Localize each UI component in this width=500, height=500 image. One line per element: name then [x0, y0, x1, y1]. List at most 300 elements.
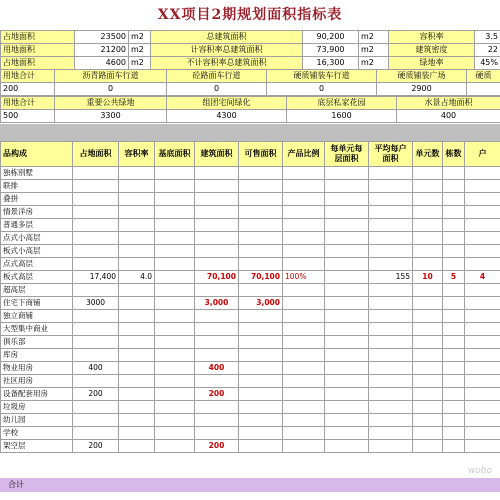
product-value-cell[interactable]: [195, 310, 239, 323]
summary-value[interactable]: 23500: [75, 31, 129, 44]
summary-unit[interactable]: m2: [129, 57, 151, 70]
product-value-cell[interactable]: [443, 388, 465, 401]
product-value-cell[interactable]: [119, 440, 155, 453]
product-name-cell[interactable]: 独立商铺: [1, 310, 73, 323]
product-value-cell[interactable]: [443, 362, 465, 375]
column-header[interactable]: 容积率: [119, 142, 155, 167]
product-value-cell[interactable]: [283, 440, 325, 453]
product-value-cell[interactable]: [195, 206, 239, 219]
product-value-cell[interactable]: [195, 245, 239, 258]
summary-label[interactable]: 用地面积: [1, 44, 75, 57]
product-value-cell[interactable]: [195, 284, 239, 297]
product-value-cell[interactable]: [239, 310, 283, 323]
product-name-cell[interactable]: 住宅下商铺: [1, 297, 73, 310]
product-value-cell[interactable]: [119, 414, 155, 427]
paving-value[interactable]: 2900: [377, 83, 467, 96]
green-header[interactable]: 水景占地面积: [397, 97, 500, 110]
product-name-cell[interactable]: 设备配套用房: [1, 388, 73, 401]
product-value-cell[interactable]: [195, 323, 239, 336]
summary-value[interactable]: 22: [475, 44, 500, 57]
product-value-cell[interactable]: [195, 414, 239, 427]
product-value-cell[interactable]: [325, 271, 369, 284]
product-value-cell[interactable]: [239, 323, 283, 336]
product-value-cell[interactable]: [155, 232, 195, 245]
product-value-cell[interactable]: [155, 310, 195, 323]
product-value-cell[interactable]: [73, 310, 119, 323]
green-value[interactable]: 500: [1, 110, 55, 123]
product-value-cell[interactable]: [369, 245, 413, 258]
column-header[interactable]: 平均每户面积: [369, 142, 413, 167]
product-value-cell[interactable]: [119, 167, 155, 180]
product-value-cell[interactable]: [413, 349, 443, 362]
summary-value[interactable]: 4600: [75, 57, 129, 70]
product-value-cell[interactable]: [369, 206, 413, 219]
product-value-cell[interactable]: [73, 336, 119, 349]
product-value-cell[interactable]: [413, 362, 443, 375]
product-value-cell[interactable]: [195, 193, 239, 206]
product-value-cell[interactable]: 3,000: [239, 297, 283, 310]
product-name-cell[interactable]: 普通多层: [1, 219, 73, 232]
summary-label[interactable]: 绿地率: [389, 57, 475, 70]
product-value-cell[interactable]: [195, 427, 239, 440]
product-value-cell[interactable]: [413, 323, 443, 336]
product-value-cell[interactable]: [283, 401, 325, 414]
product-value-cell[interactable]: [325, 375, 369, 388]
product-value-cell[interactable]: [369, 180, 413, 193]
product-value-cell[interactable]: [73, 193, 119, 206]
product-value-cell[interactable]: [283, 336, 325, 349]
product-value-cell[interactable]: [195, 219, 239, 232]
product-value-cell[interactable]: 155: [369, 271, 413, 284]
product-value-cell[interactable]: [443, 427, 465, 440]
product-value-cell[interactable]: 200: [195, 440, 239, 453]
product-value-cell[interactable]: [283, 323, 325, 336]
product-value-cell[interactable]: [283, 219, 325, 232]
product-value-cell[interactable]: [73, 180, 119, 193]
summary-unit[interactable]: m2: [359, 44, 389, 57]
product-value-cell[interactable]: [369, 284, 413, 297]
product-value-cell[interactable]: [195, 349, 239, 362]
product-value-cell[interactable]: 3,000: [195, 297, 239, 310]
product-value-cell[interactable]: [325, 414, 369, 427]
product-name-cell[interactable]: 库房: [1, 349, 73, 362]
product-value-cell[interactable]: [465, 245, 500, 258]
product-value-cell[interactable]: [413, 284, 443, 297]
green-header[interactable]: 重要公共绿地: [55, 97, 167, 110]
product-name-cell[interactable]: 联排: [1, 180, 73, 193]
product-value-cell[interactable]: 3000: [73, 297, 119, 310]
product-value-cell[interactable]: [155, 258, 195, 271]
product-value-cell[interactable]: [283, 310, 325, 323]
product-value-cell[interactable]: [325, 362, 369, 375]
product-value-cell[interactable]: [239, 193, 283, 206]
paving-header[interactable]: 沥青路面车行道: [55, 70, 167, 83]
product-value-cell[interactable]: [369, 375, 413, 388]
summary-label[interactable]: 占地面积: [1, 57, 75, 70]
product-value-cell[interactable]: [413, 258, 443, 271]
product-value-cell[interactable]: [465, 180, 500, 193]
product-value-cell[interactable]: [443, 206, 465, 219]
summary-label[interactable]: 总建筑面积: [151, 31, 303, 44]
product-value-cell[interactable]: [155, 219, 195, 232]
product-value-cell[interactable]: [325, 401, 369, 414]
product-value-cell[interactable]: [325, 388, 369, 401]
product-value-cell[interactable]: [443, 375, 465, 388]
product-value-cell[interactable]: [325, 206, 369, 219]
product-value-cell[interactable]: [465, 284, 500, 297]
column-header[interactable]: 产品比例: [283, 142, 325, 167]
product-value-cell[interactable]: [195, 167, 239, 180]
product-value-cell[interactable]: [239, 388, 283, 401]
product-value-cell[interactable]: [325, 310, 369, 323]
summary-unit[interactable]: m2: [129, 44, 151, 57]
product-value-cell[interactable]: [413, 297, 443, 310]
product-value-cell[interactable]: [443, 401, 465, 414]
product-value-cell[interactable]: [325, 180, 369, 193]
product-value-cell[interactable]: [465, 310, 500, 323]
product-value-cell[interactable]: [325, 284, 369, 297]
product-value-cell[interactable]: [443, 310, 465, 323]
product-value-cell[interactable]: [119, 193, 155, 206]
product-value-cell[interactable]: [369, 297, 413, 310]
product-value-cell[interactable]: 200: [73, 440, 119, 453]
product-value-cell[interactable]: [155, 193, 195, 206]
product-value-cell[interactable]: [443, 167, 465, 180]
paving-value[interactable]: 200: [1, 83, 55, 96]
paving-value[interactable]: 0: [167, 83, 267, 96]
product-value-cell[interactable]: [443, 297, 465, 310]
product-value-cell[interactable]: [283, 258, 325, 271]
product-value-cell[interactable]: 200: [73, 388, 119, 401]
column-header[interactable]: 每单元每层面积: [325, 142, 369, 167]
green-value[interactable]: 1600: [287, 110, 397, 123]
product-value-cell[interactable]: [443, 180, 465, 193]
product-value-cell[interactable]: [443, 440, 465, 453]
product-value-cell[interactable]: [325, 323, 369, 336]
product-name-cell[interactable]: 学校: [1, 427, 73, 440]
product-value-cell[interactable]: [369, 414, 413, 427]
product-value-cell[interactable]: [239, 167, 283, 180]
product-value-cell[interactable]: [325, 440, 369, 453]
product-value-cell[interactable]: [73, 323, 119, 336]
product-value-cell[interactable]: [465, 362, 500, 375]
product-value-cell[interactable]: 400: [73, 362, 119, 375]
product-value-cell[interactable]: [155, 427, 195, 440]
product-value-cell[interactable]: 200: [195, 388, 239, 401]
product-value-cell[interactable]: [239, 414, 283, 427]
summary-label[interactable]: 建筑密度: [389, 44, 475, 57]
product-value-cell[interactable]: [239, 206, 283, 219]
product-name-cell[interactable]: 情景洋房: [1, 206, 73, 219]
product-value-cell[interactable]: [369, 232, 413, 245]
product-value-cell[interactable]: [413, 414, 443, 427]
product-value-cell[interactable]: [119, 388, 155, 401]
product-value-cell[interactable]: [73, 232, 119, 245]
product-value-cell[interactable]: [369, 193, 413, 206]
product-value-cell[interactable]: [283, 180, 325, 193]
product-value-cell[interactable]: [119, 297, 155, 310]
product-name-cell[interactable]: 大型集中商业: [1, 323, 73, 336]
product-value-cell[interactable]: [119, 180, 155, 193]
product-value-cell[interactable]: [465, 349, 500, 362]
paving-value[interactable]: 0: [267, 83, 377, 96]
product-value-cell[interactable]: [283, 349, 325, 362]
product-value-cell[interactable]: [283, 232, 325, 245]
product-value-cell[interactable]: [283, 206, 325, 219]
product-name-cell[interactable]: 俱乐部: [1, 336, 73, 349]
product-value-cell[interactable]: [73, 349, 119, 362]
product-value-cell[interactable]: [155, 440, 195, 453]
green-header[interactable]: 底层私家花园: [287, 97, 397, 110]
product-value-cell[interactable]: [465, 388, 500, 401]
product-value-cell[interactable]: [155, 401, 195, 414]
product-value-cell[interactable]: [283, 297, 325, 310]
product-value-cell[interactable]: [195, 232, 239, 245]
product-value-cell[interactable]: [413, 193, 443, 206]
product-value-cell[interactable]: [239, 349, 283, 362]
product-value-cell[interactable]: [413, 206, 443, 219]
product-value-cell[interactable]: [443, 245, 465, 258]
product-value-cell[interactable]: [73, 375, 119, 388]
product-value-cell[interactable]: 5: [443, 271, 465, 284]
product-value-cell[interactable]: [119, 245, 155, 258]
product-value-cell[interactable]: [369, 323, 413, 336]
green-header[interactable]: 组团宅间绿化: [167, 97, 287, 110]
product-value-cell[interactable]: [325, 232, 369, 245]
product-value-cell[interactable]: [443, 232, 465, 245]
product-value-cell[interactable]: [443, 414, 465, 427]
product-value-cell[interactable]: 4: [465, 271, 500, 284]
product-value-cell[interactable]: [443, 349, 465, 362]
summary-value[interactable]: 45%: [475, 57, 500, 70]
green-value[interactable]: 4300: [167, 110, 287, 123]
product-value-cell[interactable]: [465, 193, 500, 206]
product-value-cell[interactable]: [369, 310, 413, 323]
product-value-cell[interactable]: [73, 219, 119, 232]
column-header[interactable]: 建筑面积: [195, 142, 239, 167]
product-value-cell[interactable]: 4.0: [119, 271, 155, 284]
column-header[interactable]: 基底面积: [155, 142, 195, 167]
product-value-cell[interactable]: [369, 219, 413, 232]
product-value-cell[interactable]: [155, 375, 195, 388]
product-value-cell[interactable]: [195, 401, 239, 414]
product-value-cell[interactable]: [443, 336, 465, 349]
product-value-cell[interactable]: [155, 414, 195, 427]
product-value-cell[interactable]: [325, 258, 369, 271]
product-value-cell[interactable]: [195, 180, 239, 193]
product-name-cell[interactable]: 垃圾房: [1, 401, 73, 414]
green-value[interactable]: 400: [397, 110, 500, 123]
product-value-cell[interactable]: [73, 245, 119, 258]
product-value-cell[interactable]: [239, 258, 283, 271]
product-value-cell[interactable]: [465, 167, 500, 180]
product-value-cell[interactable]: [283, 388, 325, 401]
product-value-cell[interactable]: [119, 284, 155, 297]
product-name-cell[interactable]: 社区用房: [1, 375, 73, 388]
product-value-cell[interactable]: [73, 258, 119, 271]
summary-unit[interactable]: m2: [129, 31, 151, 44]
product-value-cell[interactable]: [413, 219, 443, 232]
product-value-cell[interactable]: [413, 388, 443, 401]
product-value-cell[interactable]: [283, 284, 325, 297]
product-value-cell[interactable]: [283, 362, 325, 375]
product-value-cell[interactable]: [443, 193, 465, 206]
product-value-cell[interactable]: 100%: [283, 271, 325, 284]
product-value-cell[interactable]: [325, 167, 369, 180]
column-header[interactable]: 占地面积: [73, 142, 119, 167]
summary-value[interactable]: 73,900: [303, 44, 359, 57]
product-value-cell[interactable]: [119, 362, 155, 375]
product-value-cell[interactable]: [465, 440, 500, 453]
summary-unit[interactable]: m2: [359, 57, 389, 70]
product-value-cell[interactable]: [73, 401, 119, 414]
product-value-cell[interactable]: [413, 427, 443, 440]
product-name-cell[interactable]: 叠拼: [1, 193, 73, 206]
product-value-cell[interactable]: [239, 401, 283, 414]
product-value-cell[interactable]: [413, 245, 443, 258]
product-value-cell[interactable]: [413, 401, 443, 414]
product-value-cell[interactable]: [155, 297, 195, 310]
product-value-cell[interactable]: 10: [413, 271, 443, 284]
product-value-cell[interactable]: [465, 219, 500, 232]
product-value-cell[interactable]: [239, 232, 283, 245]
product-value-cell[interactable]: [369, 258, 413, 271]
product-name-cell[interactable]: 点式小高层: [1, 232, 73, 245]
product-value-cell[interactable]: [195, 258, 239, 271]
product-value-cell[interactable]: [73, 284, 119, 297]
product-value-cell[interactable]: [239, 219, 283, 232]
product-value-cell[interactable]: [119, 219, 155, 232]
paving-header[interactable]: 硬质铺装广场: [377, 70, 467, 83]
product-value-cell[interactable]: [283, 375, 325, 388]
product-value-cell[interactable]: [119, 401, 155, 414]
product-value-cell[interactable]: [239, 362, 283, 375]
product-value-cell[interactable]: [119, 375, 155, 388]
column-header[interactable]: 栋数: [443, 142, 465, 167]
summary-value[interactable]: 90,200: [303, 31, 359, 44]
product-value-cell[interactable]: [443, 258, 465, 271]
product-value-cell[interactable]: [119, 427, 155, 440]
product-value-cell[interactable]: [239, 180, 283, 193]
product-value-cell[interactable]: [283, 427, 325, 440]
product-value-cell[interactable]: [369, 349, 413, 362]
product-value-cell[interactable]: [73, 167, 119, 180]
green-value[interactable]: 3300: [55, 110, 167, 123]
product-value-cell[interactable]: [465, 232, 500, 245]
product-value-cell[interactable]: [155, 284, 195, 297]
product-value-cell[interactable]: [283, 167, 325, 180]
product-value-cell[interactable]: [155, 245, 195, 258]
product-value-cell[interactable]: [369, 388, 413, 401]
product-value-cell[interactable]: [119, 206, 155, 219]
product-value-cell[interactable]: 17,400: [73, 271, 119, 284]
product-value-cell[interactable]: [369, 336, 413, 349]
product-value-cell[interactable]: [369, 401, 413, 414]
product-value-cell[interactable]: 70,100: [239, 271, 283, 284]
product-value-cell[interactable]: [413, 232, 443, 245]
column-header[interactable]: 单元数: [413, 142, 443, 167]
product-value-cell[interactable]: [239, 336, 283, 349]
total-label[interactable]: 合计: [8, 480, 24, 489]
product-value-cell[interactable]: [413, 336, 443, 349]
product-value-cell[interactable]: [119, 232, 155, 245]
product-value-cell[interactable]: [325, 245, 369, 258]
product-value-cell[interactable]: [155, 388, 195, 401]
product-value-cell[interactable]: [283, 245, 325, 258]
product-value-cell[interactable]: [413, 375, 443, 388]
product-value-cell[interactable]: [465, 414, 500, 427]
summary-unit[interactable]: m2: [359, 31, 389, 44]
product-value-cell[interactable]: [369, 167, 413, 180]
product-value-cell[interactable]: [155, 336, 195, 349]
product-value-cell[interactable]: [325, 349, 369, 362]
product-value-cell[interactable]: 70,100: [195, 271, 239, 284]
product-value-cell[interactable]: [239, 245, 283, 258]
product-value-cell[interactable]: [195, 375, 239, 388]
product-value-cell[interactable]: [119, 323, 155, 336]
column-header[interactable]: 户: [465, 142, 500, 167]
product-name-cell[interactable]: 幼儿园: [1, 414, 73, 427]
column-header[interactable]: 可售面积: [239, 142, 283, 167]
product-value-cell[interactable]: [155, 167, 195, 180]
product-value-cell[interactable]: [369, 440, 413, 453]
product-value-cell[interactable]: [465, 401, 500, 414]
product-value-cell[interactable]: [465, 323, 500, 336]
product-value-cell[interactable]: [283, 414, 325, 427]
summary-label[interactable]: 占地面积: [1, 31, 75, 44]
product-value-cell[interactable]: [73, 206, 119, 219]
product-value-cell[interactable]: [155, 349, 195, 362]
product-value-cell[interactable]: [465, 206, 500, 219]
product-name-cell[interactable]: 板式高层: [1, 271, 73, 284]
product-name-cell[interactable]: 物业用房: [1, 362, 73, 375]
paving-value[interactable]: [467, 83, 500, 96]
product-value-cell[interactable]: [325, 193, 369, 206]
product-value-cell[interactable]: [155, 271, 195, 284]
product-value-cell[interactable]: [369, 427, 413, 440]
product-value-cell[interactable]: [155, 323, 195, 336]
paving-header[interactable]: 用地合计: [1, 70, 55, 83]
product-value-cell[interactable]: [119, 349, 155, 362]
product-value-cell[interactable]: [443, 219, 465, 232]
product-value-cell[interactable]: [413, 167, 443, 180]
product-value-cell[interactable]: [239, 284, 283, 297]
product-value-cell[interactable]: [465, 336, 500, 349]
product-name-cell[interactable]: 超高层: [1, 284, 73, 297]
summary-value[interactable]: 16,300: [303, 57, 359, 70]
product-name-cell[interactable]: 点式高层: [1, 258, 73, 271]
product-value-cell[interactable]: [465, 258, 500, 271]
summary-label[interactable]: 容积率: [389, 31, 475, 44]
product-value-cell[interactable]: [155, 180, 195, 193]
green-header[interactable]: 用地合计: [1, 97, 55, 110]
product-value-cell[interactable]: [155, 362, 195, 375]
product-value-cell[interactable]: [119, 258, 155, 271]
column-header[interactable]: 品构成: [1, 142, 73, 167]
product-value-cell[interactable]: [239, 427, 283, 440]
product-value-cell[interactable]: [325, 297, 369, 310]
product-value-cell[interactable]: [465, 375, 500, 388]
product-value-cell[interactable]: [413, 180, 443, 193]
summary-label[interactable]: 计容积率总建筑面积: [151, 44, 303, 57]
summary-value[interactable]: 21200: [75, 44, 129, 57]
product-value-cell[interactable]: [239, 440, 283, 453]
product-value-cell[interactable]: [443, 323, 465, 336]
product-value-cell[interactable]: [119, 336, 155, 349]
product-value-cell[interactable]: [443, 284, 465, 297]
product-value-cell[interactable]: [325, 336, 369, 349]
product-value-cell[interactable]: [119, 310, 155, 323]
